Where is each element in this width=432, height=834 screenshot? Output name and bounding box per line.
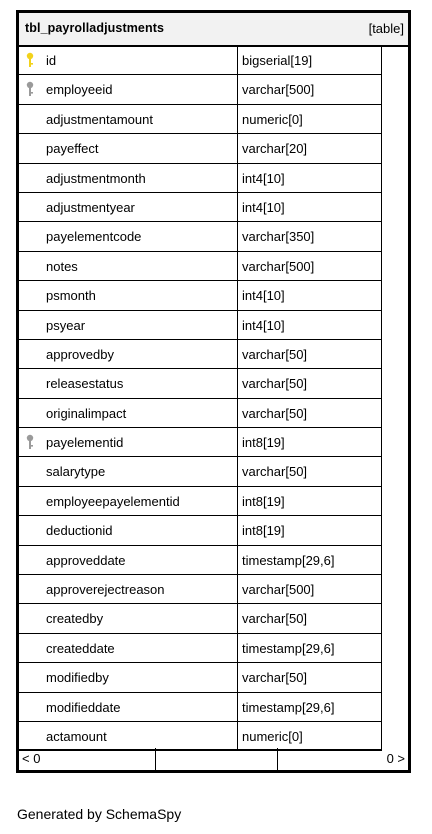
column-name-cell xyxy=(19,311,238,339)
column-type: timestamp[29,6] xyxy=(242,699,335,715)
primary-key-icon xyxy=(25,52,39,68)
column-name-cell xyxy=(19,105,238,133)
column-row xyxy=(19,281,381,310)
column-row xyxy=(19,546,381,575)
column-type: int8[19] xyxy=(242,523,285,539)
column-name: payelementcode xyxy=(46,229,142,245)
column-row xyxy=(19,399,381,428)
column-name-cell xyxy=(19,428,238,456)
column-name-cell xyxy=(19,369,238,397)
column-name-cell xyxy=(19,193,238,221)
table-footer xyxy=(19,748,408,770)
table-type-label: [table] xyxy=(368,21,404,36)
column-name-cell xyxy=(19,399,238,427)
column-name: adjustmentamount xyxy=(46,111,153,127)
column-row xyxy=(19,222,381,251)
column-type: varchar[350] xyxy=(242,229,315,245)
column-type: varchar[50] xyxy=(242,670,308,686)
column-row xyxy=(19,722,381,751)
column-name-cell xyxy=(19,252,238,280)
column-row xyxy=(19,487,381,516)
column-row xyxy=(19,634,381,663)
column-name-cell xyxy=(19,222,238,250)
column-name-cell xyxy=(19,457,238,485)
column-row xyxy=(19,46,381,75)
column-type: int8[19] xyxy=(242,435,285,451)
column-row xyxy=(19,516,381,545)
column-name: releasestatus xyxy=(46,376,124,392)
column-name-cell xyxy=(19,487,238,515)
column-type: timestamp[29,6] xyxy=(242,640,335,656)
column-type: varchar[50] xyxy=(242,376,308,392)
column-list xyxy=(19,46,382,751)
column-row xyxy=(19,75,381,104)
column-row xyxy=(19,604,381,633)
column-row xyxy=(19,575,381,604)
column-type: varchar[20] xyxy=(242,141,308,157)
column-name: createdby xyxy=(46,611,104,627)
column-name-cell xyxy=(19,281,238,309)
foreign-key-icon xyxy=(25,434,39,450)
column-name-cell xyxy=(19,75,238,103)
column-row xyxy=(19,164,381,193)
column-name: approvedby xyxy=(46,346,114,362)
column-row xyxy=(19,663,381,692)
column-name: adjustmentmonth xyxy=(46,170,146,186)
column-type: varchar[500] xyxy=(242,582,315,598)
column-name: approverejectreason xyxy=(46,582,165,598)
column-name: modifiedby xyxy=(46,670,109,686)
column-name-cell xyxy=(19,134,238,162)
column-type: varchar[500] xyxy=(242,82,315,98)
column-name-cell xyxy=(19,340,238,368)
column-row xyxy=(19,105,381,134)
footer-middle-cell xyxy=(156,748,278,770)
column-name: psmonth xyxy=(46,288,96,304)
column-row xyxy=(19,252,381,281)
column-row xyxy=(19,311,381,340)
column-name-cell xyxy=(19,604,238,632)
column-type: int4[10] xyxy=(242,317,285,333)
column-name: notes xyxy=(46,258,78,274)
column-type: int4[10] xyxy=(242,288,285,304)
table-name: tbl_payrolladjustments xyxy=(25,21,165,35)
column-name-cell xyxy=(19,164,238,192)
foreign-key-icon xyxy=(25,81,39,97)
column-name: createddate xyxy=(46,640,115,656)
column-type: int4[10] xyxy=(242,170,285,186)
table-box xyxy=(16,10,411,773)
children-count: 0 > xyxy=(386,751,405,766)
column-row xyxy=(19,428,381,457)
column-name-cell xyxy=(19,634,238,662)
column-type: varchar[50] xyxy=(242,405,308,421)
footer-parents-cell xyxy=(19,748,156,770)
column-type: numeric[0] xyxy=(242,111,303,127)
column-row xyxy=(19,693,381,722)
column-name-cell xyxy=(19,546,238,574)
column-name: psyear xyxy=(46,317,86,333)
parents-count: < 0 xyxy=(22,751,41,766)
column-type: numeric[0] xyxy=(242,728,303,744)
column-row xyxy=(19,457,381,486)
column-name: actamount xyxy=(46,728,107,744)
column-name-cell xyxy=(19,46,238,74)
column-name: employeepayelementid xyxy=(46,493,180,509)
column-name-cell xyxy=(19,575,238,603)
column-type: int8[19] xyxy=(242,493,285,509)
column-name: id xyxy=(46,53,57,68)
column-name: payeffect xyxy=(46,141,99,157)
column-name: employeeid xyxy=(46,82,113,98)
footer-children-cell xyxy=(278,748,408,770)
column-name-cell xyxy=(19,693,238,721)
generated-by-label: Generated by SchemaSpy xyxy=(17,806,182,822)
column-type: varchar[50] xyxy=(242,464,308,480)
column-name: adjustmentyear xyxy=(46,199,135,215)
column-type: varchar[50] xyxy=(242,611,308,627)
column-row xyxy=(19,134,381,163)
column-name-cell xyxy=(19,722,238,749)
column-row xyxy=(19,369,381,398)
column-type: timestamp[29,6] xyxy=(242,552,335,568)
table-header xyxy=(19,13,408,47)
column-type: varchar[50] xyxy=(242,346,308,362)
column-name: payelementid xyxy=(46,435,124,451)
column-type: varchar[500] xyxy=(242,258,315,274)
column-name: modifieddate xyxy=(46,699,121,715)
column-name: originalimpact xyxy=(46,405,127,421)
column-type: int4[10] xyxy=(242,199,285,215)
column-row xyxy=(19,193,381,222)
column-row xyxy=(19,340,381,369)
column-name: salarytype xyxy=(46,464,106,480)
column-name: approveddate xyxy=(46,552,126,568)
column-name-cell xyxy=(19,663,238,691)
column-type: bigserial[19] xyxy=(242,53,313,68)
column-name: deductionid xyxy=(46,523,113,539)
column-name-cell xyxy=(19,516,238,544)
